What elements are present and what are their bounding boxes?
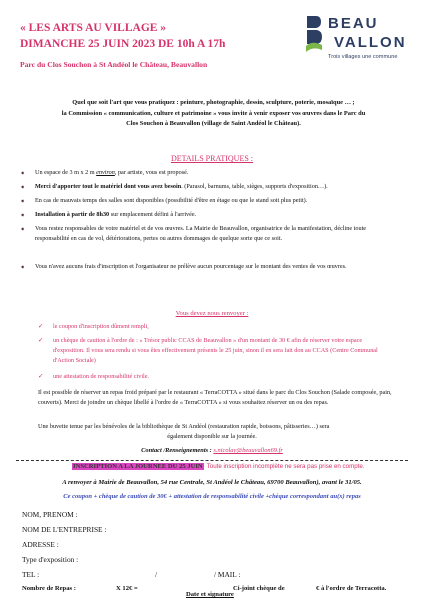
checkmark-icon: ✓ [38,323,44,330]
details-heading: DETAILS PRATIQUES : [170,154,254,163]
intro-text [16,98,411,130]
details-item: ➧ En cas de mauvais temps des salles sont disponibles (possibilité d'être en étage ou que le stand soit plus petit). [20,196,400,207]
logo-tagline: Trois villages une commune [328,54,398,60]
arrow-bullet-icon: ➧ [20,226,26,233]
form-date-signature[interactable]: Date et signature [186,591,234,598]
form-nombre-repas[interactable]: Nombre de Repas : [22,585,76,592]
logo-word-vallon: VALLON [334,34,407,51]
arrow-bullet-icon: ➧ [20,170,26,177]
contact-email-link[interactable]: s.nicolay@beauvallon69.fr [213,447,283,454]
intro-line: Quel que soit l'art que vous pratiquez : peinture, photographie, dessin, sculpture, poterie, mosaïque … ; [72,99,355,106]
form-cheque: Ci-joint chèque de [233,585,285,592]
form-adresse[interactable]: ADRESSE : [22,540,59,549]
checkmark-icon: ✓ [38,337,44,344]
details-item: ➧ Un espace de 3 m x 2 m environ, par artiste, vous est proposé. [20,168,400,179]
intro-line: Clos Souchon à Beauvallon (village de Saint Andéol le Château). [126,120,301,127]
form-nom-prenom[interactable]: NOM, PRENOM : [22,510,78,519]
form-type-exposition[interactable]: Type d'exposition : [22,555,79,564]
bar-line-1: Une buvette tenue par les bénévoles de la bibliothèque de St Andéol (restauration rapide, boissons, pâtisseries…) sera [38,423,330,430]
send-heading: Vous devez nous renvoyer : [175,310,249,317]
bar-line-2: également disponible sur la journée. [167,433,257,440]
event-location: Parc du Clos Souchon à St Andéol le Château, Beauvallon [20,60,208,69]
details-item: ➧ Vous restez responsables de votre matériel et de vos œuvres. La Mairie de Beauvallon, organisatrice de la manifestation, décline toute responsabilité en cas de vol, détériorations, pertes ou autres dommages de quelque sorte que ce soit. [20,225,367,243]
checkmark-icon: ✓ [38,373,44,380]
arrow-bullet-icon: ➧ [20,184,26,191]
form-ordre-terracotta: € à l'ordre de Terracotta. [316,585,387,592]
beauvallon-logo [304,12,408,72]
form-entreprise[interactable]: NOM DE L'ENTREPRISE : [22,525,107,534]
details-item: ➧ Merci d'apporter tout le matériel dont vous avez besoin. (Parasol, barnums, table, sièges, supports d'exposition…). [20,182,400,193]
arrow-bullet-icon: ➧ [20,212,26,219]
meal-paragraph: Il est possible de réserver un repas froid préparé par le restaurant « TerraCOTTA » situé dans le parc du Clos Souchon (Salade composée, pain, couverts). Merci de joindre un chèque libellé à l'ordre de « TerraCOTTA » si vous souhaitez réserver un ou des repas. [38,389,392,407]
send-address: A renvoyer à Mairie de Beauvallon, 54 rue Centrale, St Andéol le Château, 69700 Beauvallon), avant le 31/05. [62,479,362,486]
details-item: ➧ Installation à partir de 8h30 sur emplacement défini à l'arrivée. [20,210,400,221]
form-tel[interactable]: TEL : [22,570,40,579]
checklist-item: ✓ un chèque de caution à l'ordre de : « Trésor public CCAS de Beauvallon » d'un montant de 30 € afin de réserver votre espace d'exposition. Il vous sera rendu si vous êtes effectivement présents le 25 juin, sinon il en sera fait don au CCAS (Centre Communal d'Action Sociale) [38,337,378,365]
logo-mark-icon [304,14,324,54]
details-item: ➧ Vous n'avez aucuns frais d'inscription et l'organisateur ne prélève aucun pourcentage sur le montant des ventes de vos œuvres. [20,262,400,286]
form-slash: / [155,570,158,579]
form-mail[interactable]: / MAIL : [214,570,241,579]
registration-heading: INSCRIPTION A LA JOURNEE DU 25 JUIN Toute inscription incomplète ne sera pas prise en compte. [73,463,365,470]
checklist-item: ✓ une attestation de responsabilité civile. [38,372,408,383]
event-title: « LES ARTS AU VILLAGE » [20,22,167,34]
contact-line: Contact /Renseignements : s.nicolay@beauvallon69.fr [141,447,283,454]
coupon-instructions: Ce coupon + chèque de caution de 30€ + attestation de responsabilité civile +chèque correspondant au(x) repas [63,493,361,500]
dashed-divider [16,460,408,461]
event-date: DIMANCHE 25 JUIN 2023 DE 10h A 17h [20,38,226,50]
checklist-item: ✓ le coupon d'inscription dûment rempli, [38,322,408,333]
form-prix-repas: X 12€ = [116,585,138,592]
arrow-bullet-icon: ➧ [20,264,26,271]
arrow-bullet-icon: ➧ [20,198,26,205]
logo-word-beau: BEAU [328,15,379,32]
intro-line: la Commission « communication, culture et patrimoine » vous invite à venir exposer vos œuvres dans le Parc du [61,109,366,117]
